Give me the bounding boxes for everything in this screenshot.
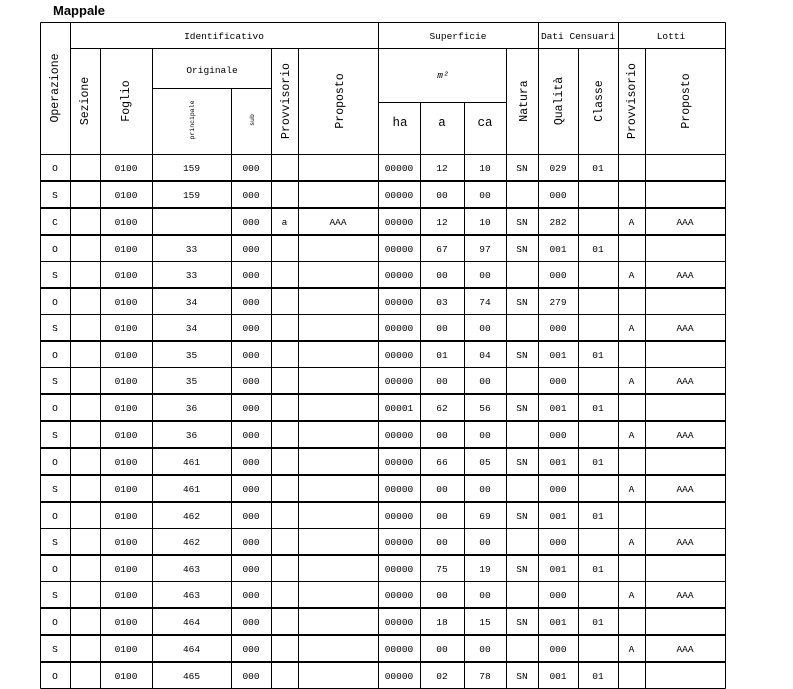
table-cell: AAA	[676, 323, 694, 334]
table-cell: AAA	[676, 644, 694, 655]
table-cell: 462	[182, 537, 201, 548]
table-cell: 00000	[384, 590, 414, 601]
table-cell: 0100	[114, 403, 138, 414]
table-cell: 00000	[384, 511, 414, 522]
table-row	[52, 484, 694, 495]
table-cell: S	[52, 644, 58, 655]
table-cell: 34	[185, 323, 198, 334]
table-cell: 0100	[114, 270, 138, 281]
table-cell: 00000	[384, 244, 414, 255]
table-cell: C	[52, 217, 58, 228]
table-grid-lines	[41, 23, 726, 689]
table-cell: SN	[516, 297, 528, 308]
table-cell: 78	[479, 671, 491, 682]
table-cell: 0100	[114, 564, 138, 575]
table-cell: 000	[242, 671, 260, 682]
table-row	[52, 376, 694, 387]
header-lotti-provvisorio: Provvisorio	[626, 63, 639, 139]
table-cell: S	[52, 430, 58, 441]
table-cell: 00	[436, 270, 448, 281]
table-cell: 0100	[114, 297, 138, 308]
table-cell: 282	[549, 217, 567, 228]
table-cell: 001	[549, 511, 567, 522]
table-cell: AAA	[676, 590, 694, 601]
table-body	[52, 163, 694, 682]
table-cell: 00	[436, 511, 448, 522]
table-cell: S	[52, 537, 58, 548]
table-cell: 000	[242, 457, 260, 468]
table-cell: 0100	[114, 163, 138, 174]
table-cell: 69	[479, 511, 491, 522]
table-cell: A	[628, 217, 635, 228]
table-cell: 03	[436, 297, 448, 308]
table-row	[52, 323, 694, 334]
table-cell: 75	[436, 564, 448, 575]
table-cell: 0100	[114, 671, 138, 682]
table-cell: 001	[549, 617, 567, 628]
table-cell: 0100	[114, 244, 138, 255]
table-cell: SN	[516, 350, 528, 361]
table-cell: 000	[549, 270, 567, 281]
header-sezione: Sezione	[79, 76, 92, 126]
header-natura: Natura	[518, 80, 531, 122]
table-cell: SN	[516, 564, 528, 575]
table-cell: 18	[436, 617, 448, 628]
table-cell: 00000	[384, 671, 414, 682]
table-cell: 000	[242, 617, 260, 628]
table-cell: 000	[242, 297, 260, 308]
table-cell: 001	[549, 403, 567, 414]
header-dati-censuari: Dati Censuari	[540, 31, 616, 42]
table-row	[52, 671, 604, 682]
table-row	[52, 244, 604, 255]
table-cell: 159	[182, 163, 201, 174]
table-cell: A	[628, 323, 635, 334]
table-cell: 00	[436, 644, 448, 655]
table-cell: SN	[516, 457, 528, 468]
table-cell: 000	[242, 163, 260, 174]
table-cell: 00	[436, 190, 448, 201]
table-cell: 465	[182, 671, 201, 682]
table-cell: 12	[436, 163, 448, 174]
table-cell: 00000	[384, 270, 414, 281]
table-cell: 01	[592, 350, 604, 361]
header-provvisorio: Provvisorio	[280, 63, 293, 139]
table-cell: SN	[516, 403, 528, 414]
table-cell: 0100	[114, 644, 138, 655]
table-cell: SN	[516, 217, 528, 228]
table-cell: O	[52, 671, 58, 682]
table-cell: 463	[182, 564, 201, 575]
table-cell: 0100	[114, 617, 138, 628]
table-cell: 00000	[384, 564, 414, 575]
header-identificativo: Identificativo	[184, 31, 264, 42]
table-cell: 001	[549, 244, 567, 255]
header-classe: Classe	[593, 80, 606, 122]
table-row	[52, 511, 604, 522]
table-cell: 000	[549, 644, 567, 655]
table-cell: SN	[516, 511, 528, 522]
table-row	[52, 457, 604, 468]
table-cell: O	[52, 457, 58, 468]
table-cell: 01	[592, 511, 604, 522]
header-mq: m²	[437, 70, 449, 81]
table-cell: O	[52, 350, 58, 361]
table-cell: SN	[516, 617, 528, 628]
table-cell: 01	[436, 350, 448, 361]
table-cell: 464	[182, 617, 201, 628]
table-cell: 00	[436, 484, 448, 495]
table-cell: 01	[592, 244, 604, 255]
table-cell: 10	[479, 163, 491, 174]
table-cell: 35	[185, 376, 198, 387]
table-cell: 01	[592, 403, 604, 414]
table-cell: S	[52, 190, 58, 201]
table-cell: 00000	[384, 190, 414, 201]
table-cell: O	[52, 564, 58, 575]
table-cell: 00000	[384, 297, 414, 308]
table-cell: AAA	[676, 270, 694, 281]
table-cell: S	[52, 270, 58, 281]
table-cell: 15	[479, 617, 491, 628]
table-cell: 00	[479, 537, 491, 548]
table-cell: 0100	[114, 376, 138, 387]
table-cell: O	[52, 617, 58, 628]
table-cell: O	[52, 297, 58, 308]
table-cell: 12	[436, 217, 448, 228]
table-cell: 001	[549, 564, 567, 575]
table-cell: AAA	[676, 217, 694, 228]
table-cell: 461	[182, 484, 201, 495]
table-cell: 00000	[384, 484, 414, 495]
table-cell: 01	[592, 617, 604, 628]
table-cell: SN	[516, 244, 528, 255]
table-cell: 0100	[114, 323, 138, 334]
table-cell: 029	[549, 163, 567, 174]
table-row	[52, 190, 567, 201]
header-lotti-proposto: Proposto	[680, 73, 693, 129]
table-cell: 0100	[114, 590, 138, 601]
table-cell: 00	[479, 430, 491, 441]
table-cell: 462	[182, 511, 201, 522]
table-cell: 00	[479, 590, 491, 601]
table-cell: 159	[182, 190, 201, 201]
table-cell: 000	[549, 190, 567, 201]
table-cell: 33	[185, 270, 198, 281]
table-cell: O	[52, 244, 58, 255]
table-cell: S	[52, 590, 58, 601]
table-row	[52, 617, 604, 628]
table-cell: 01	[592, 671, 604, 682]
table-row	[52, 644, 694, 655]
table-cell: S	[52, 376, 58, 387]
table-cell: 00000	[384, 430, 414, 441]
table-cell: 00	[479, 323, 491, 334]
table-cell: 279	[549, 297, 567, 308]
table-cell: 000	[549, 484, 567, 495]
table-cell: 00	[436, 323, 448, 334]
table-cell: SN	[516, 671, 528, 682]
header-principale: principale	[189, 100, 196, 140]
header-a: a	[438, 116, 446, 130]
table-cell: 000	[242, 244, 260, 255]
table-cell: A	[628, 376, 635, 387]
table-cell: 34	[185, 297, 198, 308]
header-superficie: Superficie	[429, 31, 487, 42]
table-cell: 66	[436, 457, 448, 468]
table-cell: 000	[242, 430, 260, 441]
table-cell: AAA	[329, 217, 347, 228]
table-row	[52, 403, 604, 414]
table-cell: 02	[436, 671, 448, 682]
table-cell: 001	[549, 457, 567, 468]
table-cell: 000	[242, 323, 260, 334]
table-cell: 74	[479, 297, 491, 308]
table-cell: 0100	[114, 217, 138, 228]
table-cell: 10	[479, 217, 491, 228]
table-cell: 001	[549, 671, 567, 682]
table-cell: 000	[242, 484, 260, 495]
table-cell: 000	[242, 644, 260, 655]
table-cell: 00001	[384, 403, 414, 414]
table-cell: 04	[479, 350, 491, 361]
table-cell: 01	[592, 163, 604, 174]
table-cell: 19	[479, 564, 491, 575]
table-cell: 36	[185, 430, 198, 441]
header-ha: ha	[392, 116, 408, 130]
table-cell: 000	[242, 403, 260, 414]
table-cell: AAA	[676, 537, 694, 548]
table-cell: A	[628, 270, 635, 281]
table-row	[52, 217, 694, 228]
table-cell: S	[52, 323, 58, 334]
table-cell: S	[52, 484, 58, 495]
header-lotti: Lotti	[656, 31, 686, 42]
header-proposto: Proposto	[334, 73, 347, 129]
header-foglio: Foglio	[120, 80, 133, 122]
table-cell: 000	[549, 430, 567, 441]
table-row	[52, 564, 604, 575]
table-cell: 000	[549, 376, 567, 387]
table-cell: 00	[479, 376, 491, 387]
table-cell: A	[628, 484, 635, 495]
header-sub: sub	[249, 114, 256, 126]
table-cell: AAA	[676, 430, 694, 441]
table-cell: 00000	[384, 350, 414, 361]
table-cell: 000	[242, 350, 260, 361]
table-cell: 00	[479, 644, 491, 655]
table-cell: 00000	[384, 617, 414, 628]
table-cell: 0100	[114, 511, 138, 522]
table-cell: 00000	[384, 644, 414, 655]
table-row	[52, 297, 567, 308]
table-cell: AAA	[676, 484, 694, 495]
header-originale: Originale	[186, 65, 238, 76]
table-row	[52, 350, 604, 361]
table-cell: 00000	[384, 217, 414, 228]
table-cell: 0100	[114, 350, 138, 361]
table-cell: O	[52, 163, 58, 174]
table-cell: O	[52, 403, 58, 414]
table-cell: a	[281, 217, 288, 228]
table-cell: 00	[436, 430, 448, 441]
table-cell: 00000	[384, 457, 414, 468]
table-cell: 00000	[384, 537, 414, 548]
table-cell: A	[628, 537, 635, 548]
table-cell: 00000	[384, 323, 414, 334]
table-cell: 36	[185, 403, 198, 414]
table-cell: 00000	[384, 376, 414, 387]
table-cell: 00	[479, 484, 491, 495]
table-cell: 97	[479, 244, 491, 255]
table-cell: 56	[479, 403, 491, 414]
table-cell: 00	[479, 190, 491, 201]
table-row	[52, 430, 694, 441]
table-cell: O	[52, 511, 58, 522]
table-cell: 00	[436, 376, 448, 387]
table-cell: 00	[436, 590, 448, 601]
table-cell: 000	[549, 323, 567, 334]
table-cell: 00	[479, 270, 491, 281]
table-cell: 000	[242, 511, 260, 522]
table-row	[52, 590, 694, 601]
table-cell: 000	[242, 217, 260, 228]
table-cell: 463	[182, 590, 201, 601]
table-cell: 0100	[114, 537, 138, 548]
table-cell: SN	[516, 163, 528, 174]
table-cell: A	[628, 644, 635, 655]
table-cell: 01	[592, 457, 604, 468]
table-cell: 000	[242, 590, 260, 601]
table-cell: 33	[185, 244, 198, 255]
page-title: Mappale	[53, 3, 106, 18]
table-cell: 461	[182, 457, 201, 468]
table-cell: 000	[242, 564, 260, 575]
table-cell: 000	[242, 537, 260, 548]
table-cell: 0100	[114, 484, 138, 495]
table-cell: AAA	[676, 376, 694, 387]
table-row	[52, 537, 694, 548]
table-cell: 000	[242, 190, 260, 201]
table-row	[52, 163, 604, 174]
table-cell: 00000	[384, 163, 414, 174]
table-cell: 000	[549, 537, 567, 548]
table-cell: A	[628, 430, 635, 441]
header-qualita: Qualità	[553, 76, 566, 126]
table-cell: A	[628, 590, 635, 601]
table-cell: 01	[592, 564, 604, 575]
table-cell: 0100	[114, 457, 138, 468]
table-cell: 0100	[114, 190, 138, 201]
table-cell: 0100	[114, 430, 138, 441]
header-operazione: Operazione	[49, 53, 62, 123]
table-cell: 35	[185, 350, 198, 361]
table-row	[52, 270, 694, 281]
header-ca: ca	[477, 116, 493, 130]
table-cell: 62	[436, 403, 448, 414]
table-cell: 67	[436, 244, 448, 255]
table-cell: 000	[242, 270, 260, 281]
table-cell: 464	[182, 644, 201, 655]
table-cell: 05	[479, 457, 491, 468]
table-cell: 000	[242, 376, 260, 387]
table-cell: 001	[549, 350, 567, 361]
table-cell: 000	[549, 590, 567, 601]
table-cell: 00	[436, 537, 448, 548]
